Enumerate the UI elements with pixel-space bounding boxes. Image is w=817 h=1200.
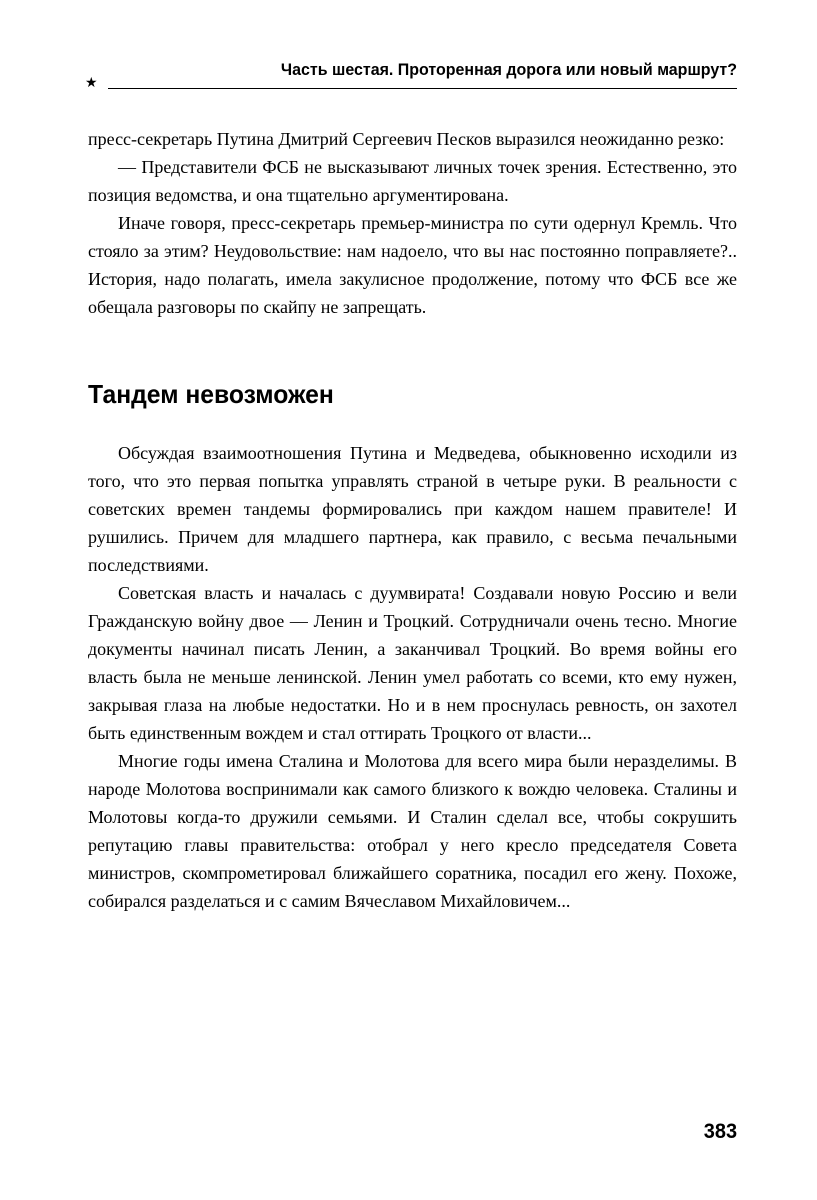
paragraph: Иначе говоря, пресс-секретарь премьер-министра по сути одернул Кремль. Что стояло за этим? Неудовольствие: нам надоело, что вы нас постоянно поправляете?.. История, надо полагать, имела закулисное продолжение, потому что ФСБ все же обещала разговоры по скайпу не запрещать. [88,213,737,317]
paragraph: — Представители ФСБ не высказывают личных точек зрения. Естественно, это позиция ведомства, и она тщательно аргументирована. [88,157,737,205]
page-number: 383 [703,1120,737,1143]
section-heading: Тандем невозможен [88,379,334,409]
star-icon: ★ [85,75,98,91]
page-header [85,0,737,91]
paragraph: Многие годы имена Сталина и Молотова для всего мира были неразделимы. В народе Молотова воспринимали как самого близкого к вождю человека. Сталины и Молотовы когда-то дружили семьями. И Сталин сделал все, чтобы сокрушить репутацию главы правительства: отобрал у него кресло председателя Совета министров, скомпрометировал ближайшего соратника, посадил его жену. Похоже, собирался разделаться и с самим Вячеславом Михайловичем... [88,751,737,911]
paragraph: пресс-секретарь Путина Дмитрий Сергеевич Песков выразился неожиданно резко: [88,129,725,149]
paragraph: Обсуждая взаимоотношения Путина и Медведева, обыкновенно исходили из того, что это первая попытка управлять страной в четыре руки. В реальности с советских времен тандемы формировались при каждом нашем правителе! И рушились. Причем для младшего партнера, как правило, с весьма печальными последствиями. [88,443,737,575]
header-rule [108,88,737,89]
chapter-title: Часть шестая. Проторенная дорога или новый маршрут? [280,60,737,79]
paragraph: Советская власть и началась с дуумвирата! Создавали новую Россию и вели Гражданскую войну двое — Ленин и Троцкий. Сотрудничали очень тесно. Многие документы начинал писать Ленин, а заканчивал Троцкий. Во время войны его власть была не меньше ленинской. Ленин умел работать со всеми, кто ему нужен, закрывая глаза на любые недостатки. Но и в нем проснулась ревность, он захотел быть единственным вождем и стал оттирать Троцкого от власти... [88,583,737,743]
page-body [88,125,737,915]
